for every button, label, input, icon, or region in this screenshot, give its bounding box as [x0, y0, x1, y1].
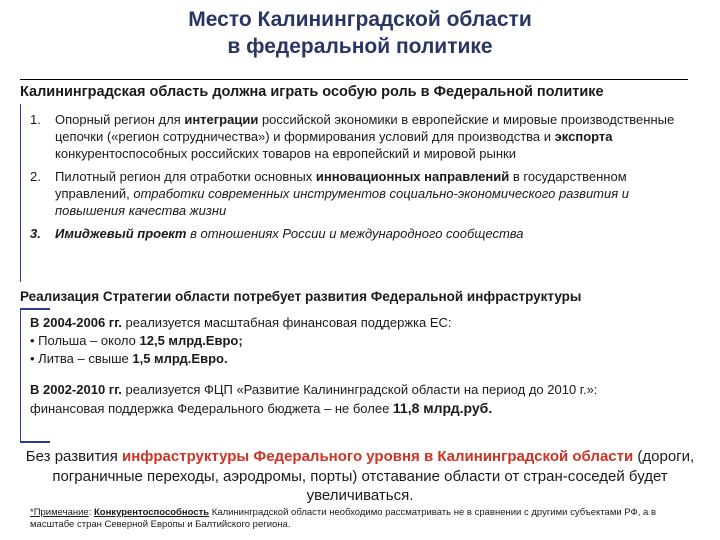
conclusion: Без развития инфраструктуры Федерального уровня в Калининградской области (дороги, пограничные переходы, аэродромы, порты) отставание области от стран-соседей будет увеличиваться. — [25, 448, 695, 504]
page-title — [0, 6, 720, 60]
role-item-3 — [30, 225, 685, 242]
role-text: Опорный регион для интеграции российской экономики в европейские и мировые производственные цепочки («регион сотрудничества») и формирования условий для производства и экспорта конкурентоспособных российских товаров на европейский и мировой рынки — [55, 112, 675, 161]
role-number: 2. — [30, 169, 41, 184]
funding-bracket-bottom — [20, 441, 50, 443]
footnote: *Примечание: Конкурентоспособность Калининградской области необходимо рассматривать не в сравнении с другими субъектами РФ, а в масштабе стран Северной Европы и Балтийского региона. — [30, 507, 657, 530]
role-text: Имиджевый проект в отношениях России и международного сообщества — [55, 226, 524, 241]
title-line-1: Место Калининградской области — [188, 8, 532, 31]
roles-list — [30, 111, 685, 248]
title-line-2: в федеральной политике — [227, 35, 493, 58]
funding-bracket — [20, 308, 21, 442]
fcp-block — [30, 381, 680, 418]
strategy-heading: Реализация Стратегии области потребует развития Федеральной инфраструктуры — [20, 289, 582, 304]
section-subtitle: Калининградская область должна играть особую роль в Федеральной политике — [20, 84, 604, 100]
role-number: 1. — [30, 112, 41, 127]
eu-support-lithuania: • Литва – свыше 1,5 млрд.Евро. — [30, 351, 228, 366]
title-divider — [20, 79, 688, 80]
role-number: 3. — [30, 226, 41, 241]
role-text: Пилотный регион для отработки основных инновационных направлений в государственном управлений, отработки современных инструментов социально-экономического развития и повышения качества жизни — [55, 169, 630, 218]
role-item-1 — [30, 111, 685, 162]
funding-bracket-top — [20, 308, 50, 310]
fcp-intro: В 2002-2010 гг. реализуется ФЦП «Развитие Калининградской области на период до 2010 г.»: — [30, 382, 598, 397]
eu-support-block — [30, 314, 680, 368]
eu-support-poland: • Польша – около 12,5 млрд.Евро; — [30, 333, 243, 348]
fcp-funding: финансовая поддержка Федерального бюджета – не более 11,8 млрд.руб. — [30, 400, 493, 416]
roles-bracket — [20, 104, 21, 282]
eu-support-intro: В 2004-2006 гг. реализуется масштабная финансовая поддержка ЕС: — [30, 315, 452, 330]
role-item-2 — [30, 168, 685, 219]
